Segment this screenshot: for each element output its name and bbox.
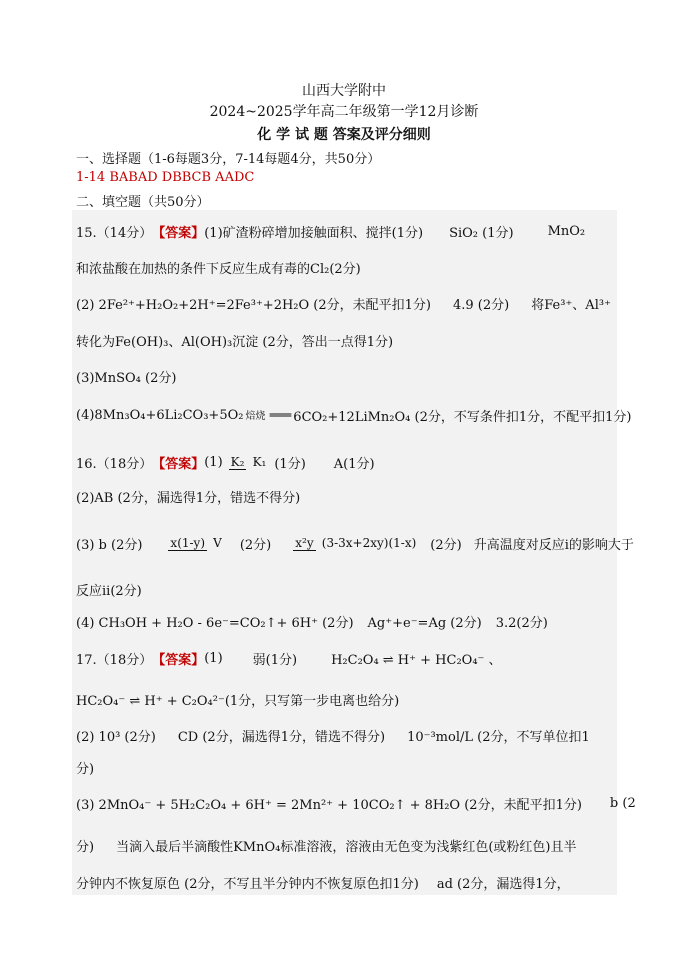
q15-line2: 和浓盐酸在加热的条件下反应生成有毒的Cl₂(2分) [76,261,361,277]
reaction-condition-label: 焙烧 [245,410,266,422]
q16-k-den: K₁ [252,454,267,469]
q17-line1 [76,645,616,671]
q16-part4-cathode: Ag⁺+e⁻=Ag (2分) [367,615,482,631]
section1-heading: 一、选择题（1-6每题3分，7-14每题4分，共50分） [76,152,381,167]
section2-heading: 二、填空题（共50分） [76,195,210,210]
q16-fraction-k [293,536,418,551]
q17-part1-label: (1) [204,650,223,666]
q15-part2-ph: 4.9 (2分) [453,297,510,313]
q16-k-ratio [229,455,269,470]
q15-part2-equation: (2) 2Fe²⁺+H₂O₂+2H⁺=2Fe³⁺+2H₂O (2分，未配平扣1分) [76,297,431,313]
q16-part4-anode: (4) CH₃OH + H₂O - 6e⁻=CO₂↑+ 6H⁺ (2分) [76,615,354,631]
q17-line3 [76,722,616,748]
q16-kfrac-num: x²y [295,535,314,550]
q16-line4: 反应ii(2分) [76,583,142,599]
q16-part3-score3: (2分) [430,537,462,553]
q15-line6 [76,402,632,428]
q17-part3-endpoint-cont: 分钟内不恢复原色 (2分，不写且半分钟内不恢复原色扣1分) [76,876,419,892]
q15-part4-reactants: (4)8Mn₃O₄+6Li₂CO₃+5O₂ [76,407,244,423]
q16-part1-choice: A(1分) [333,456,375,472]
q15-part1-mno2: MnO₂ [547,223,586,239]
q16-part3-score2: (2分) [239,537,272,553]
q16-fraction-rate [168,536,223,551]
reaction-equals-icon: ═══ [269,407,292,422]
q17-part2-value: (2) 10³ (2分) [76,729,156,745]
q16-part3-reason: 升高温度对反应i的影响大于 [473,537,634,553]
q17-line4: 分) [76,761,95,777]
q16-kfrac-den: (3-3x+2xy)(1-x) [321,535,417,550]
q15-number: 15.（14分） [76,225,153,241]
q15-part3: (3)MnSO₄ (2分) [76,370,177,386]
q16-line1 [76,446,616,478]
page-title: 化 学 试 题 答案及评分细则 [257,127,431,143]
q15-part1-sio2: SiO₂ (1分) [449,225,514,241]
q16-part3-b: (3) b (2分) [76,537,143,553]
exam-name: 2024~2025学年高二年级第一学12月诊断 [209,104,479,120]
q17-line5 [76,790,636,816]
q16-part2: (2)AB (2分，漏选得1分，错选不得分) [76,490,301,506]
q15-part2-purpose: 将Fe³⁺、Al³⁺ [531,297,611,313]
q17-part2-conc: 10⁻³mol/L (2分，不写单位扣1 [407,729,590,745]
q16-k-num: K₂ [230,454,245,469]
q17-line2: HC₂O₄⁻ ⇌ H⁺ + C₂O₄²⁻(1分，只写第一步电离也给分) [76,693,400,709]
q17-part3-choice: ad (2分，漏选得1分， [436,876,570,892]
q17-line7 [76,869,616,895]
q17-part3-b: b (2 [609,795,636,811]
q16-answer-tag: 【答案】 [152,456,205,472]
q17-part3-equation: (3) 2MnO₄⁻ + 5H₂C₂O₄ + 6H⁺ = 2Mn²⁺ + 10CO₂↑ + 8H₂O (2分，未配平扣1分) [76,797,582,813]
q16-line3 [76,524,634,562]
q17-line6 [76,832,616,858]
q15-part1: (1)矿渣粉碎增加接触面积、搅拌(1分) [204,225,424,241]
q17-part1-ionization1: H₂C₂O₄ ⇌ H⁺ + HC₂O₄⁻ 、 [331,652,502,668]
school-name: 山西大学附中 [302,83,386,99]
q15-line1 [76,218,616,244]
q16-rate-den: V [213,535,222,550]
q15-line3 [76,290,616,316]
choice-answers: 1-14 BABAD DBBCB AADC [76,170,255,185]
q17-answer-tag: 【答案】 [152,652,205,668]
reaction-condition [245,408,291,423]
q15-answer-tag: 【答案】 [152,225,205,241]
q17-part1-weak: 弱(1分) [252,652,298,668]
q15-line4: 转化为Fe(OH)₃、Al(OH)₃沉淀 (2分，答出一点得1分) [76,334,394,350]
q16-number: 16.（18分） [76,456,153,472]
q15-part4-products: 6CO₂+12LiMn₂O₄ (2分，不写条件扣1分，不配平扣1分) [293,409,632,425]
q17-part2-choice: CD (2分，漏选得1分，错选不得分) [177,729,386,745]
q16-part4-value: 3.2(2分) [495,615,548,631]
q16-part1-label: (1) [204,454,223,470]
q17-number: 17.（18分） [76,652,153,668]
q17-part3-b-cont: 分) [76,839,95,855]
q17-part3-endpoint: 当滴入最后半滴酸性KMnO₄标准溶液，溶液由无色变为浅紫红色(或粉红色)且半 [116,839,577,855]
q16-rate-num: x(1-y) [170,535,206,550]
q16-line5 [76,608,616,634]
q16-part1-score: (1分) [274,456,306,472]
